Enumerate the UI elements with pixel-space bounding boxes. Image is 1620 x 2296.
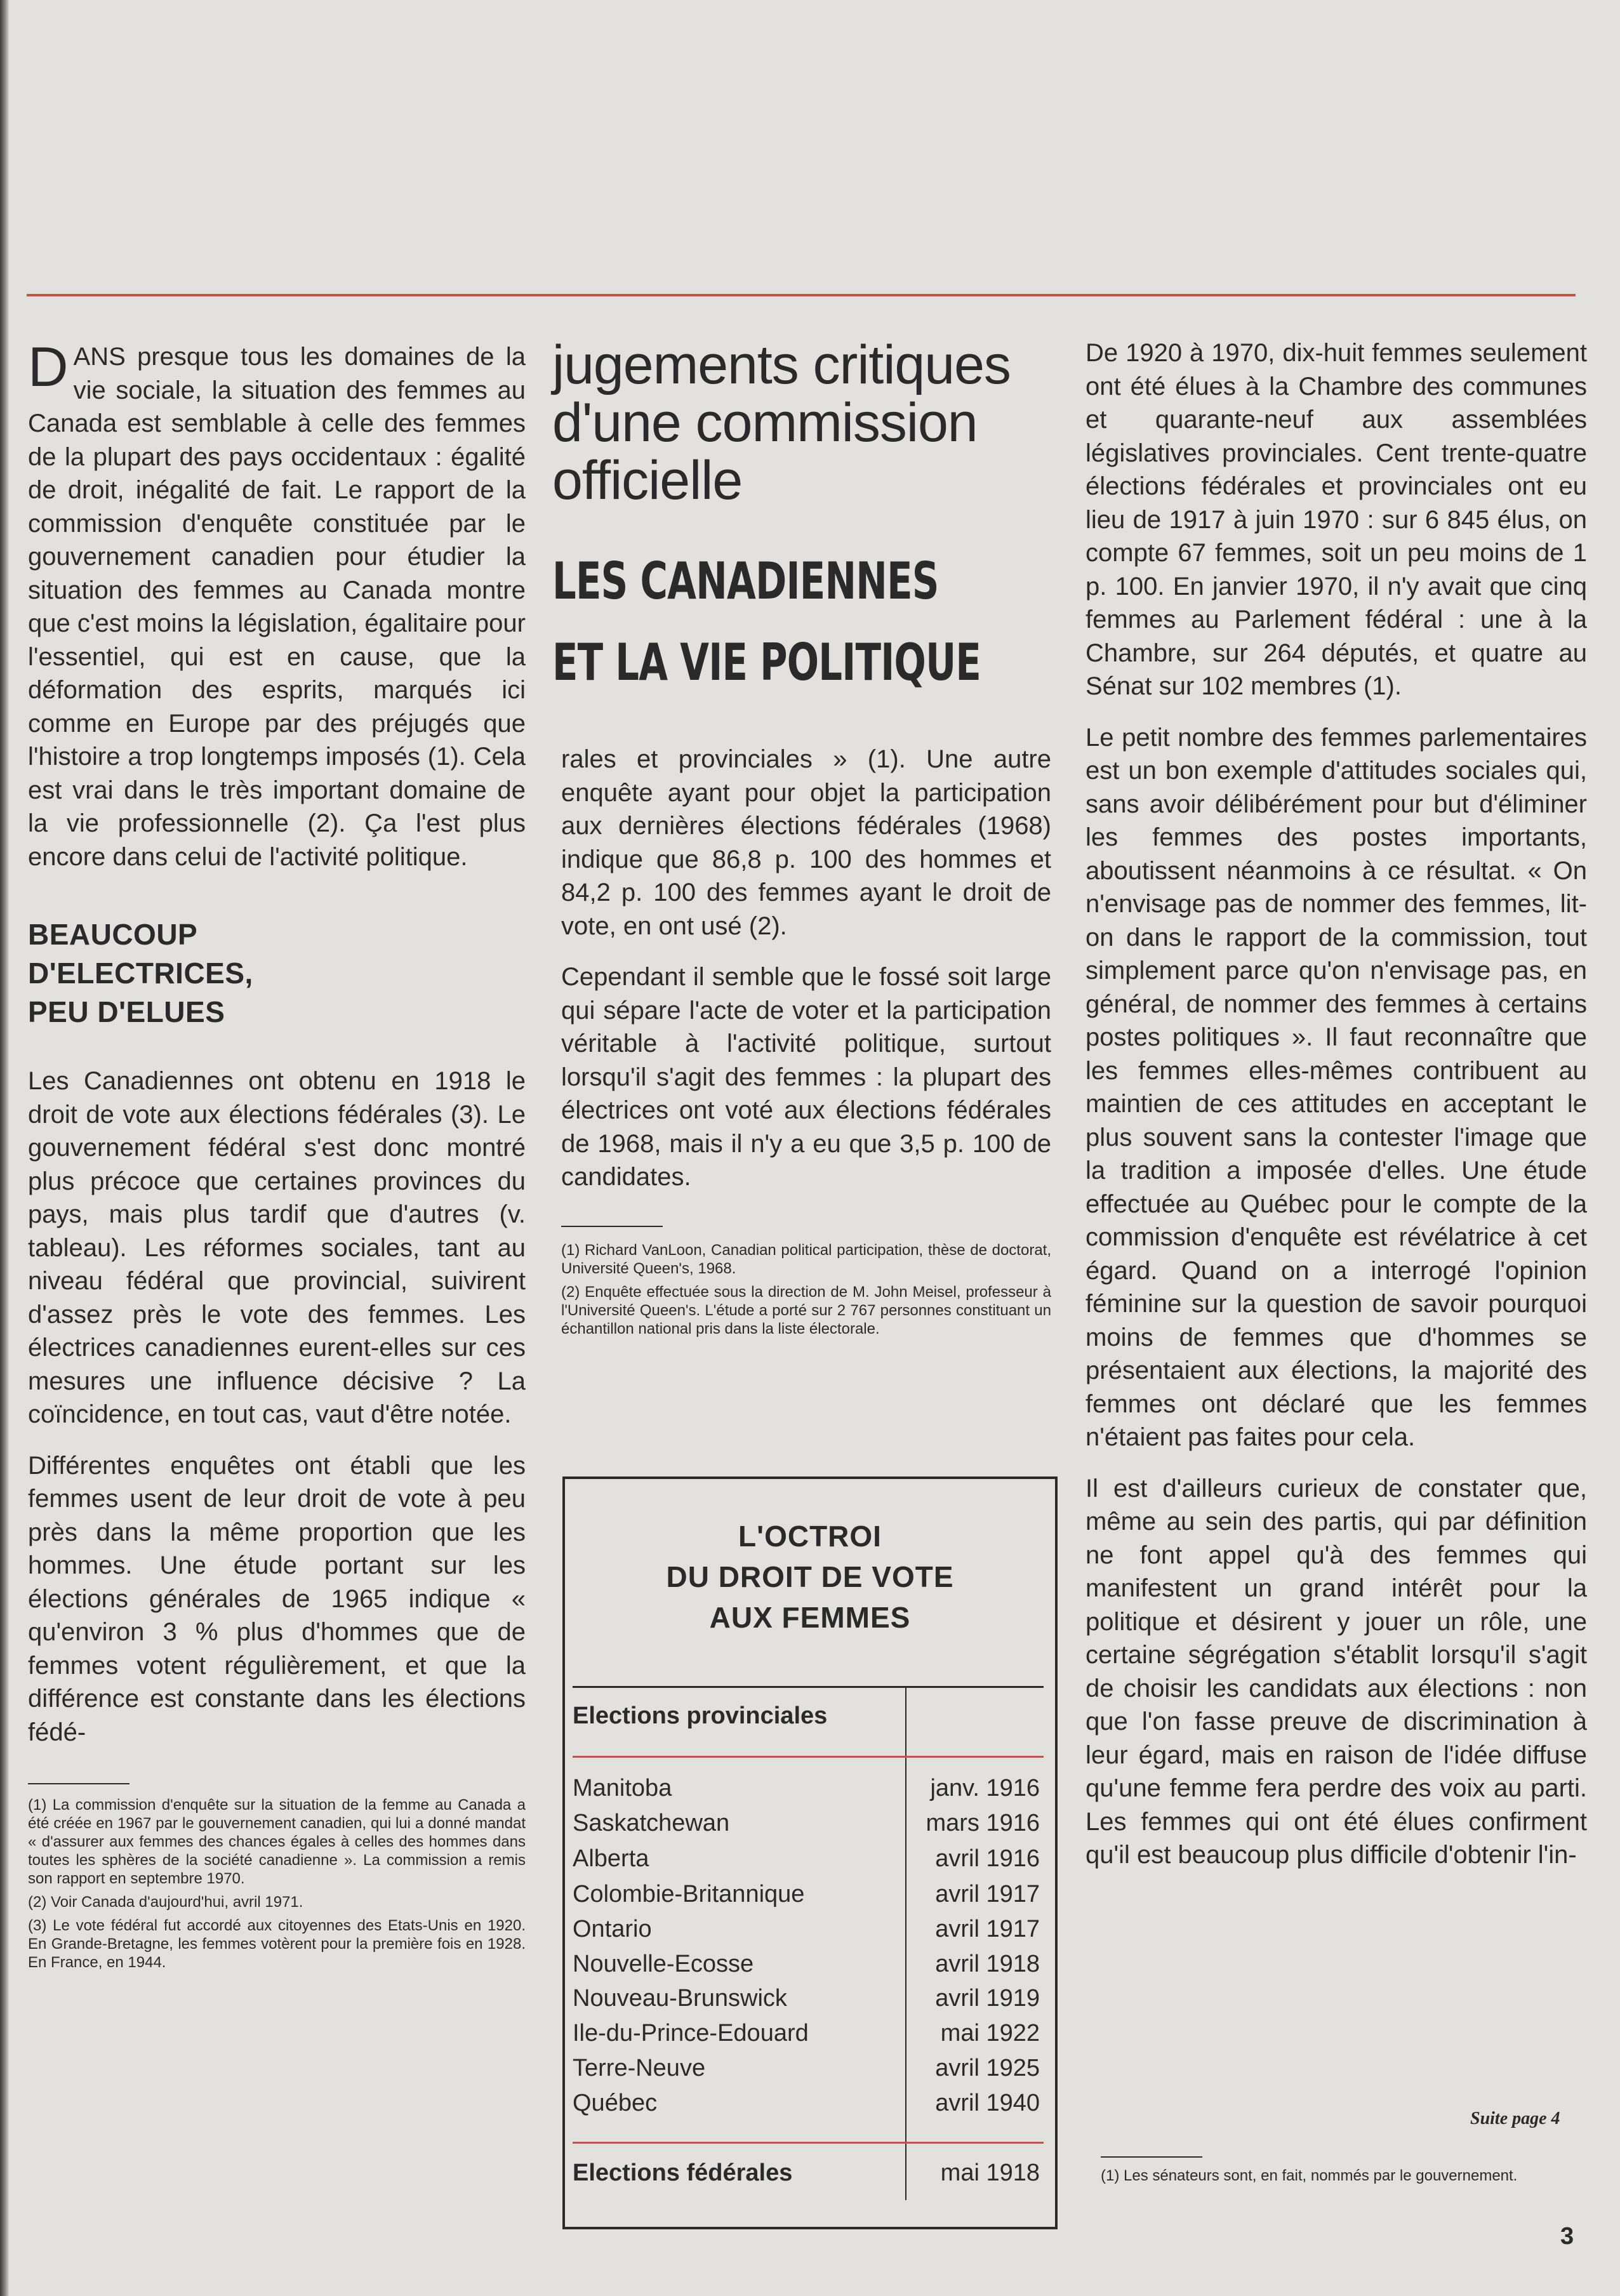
footnotes (561, 1241, 1051, 1338)
footnote-rule (561, 1226, 663, 1227)
body-paragraph: rales et provinciales » (1). Une autre enquête ayant pour objet la participation aux dernières élections fédérales (1968) indique que 86,8 p. 100 des hommes et 84,2 p. 100 des femmes ayant le droit de vote, en ont usé (2). (561, 745, 1051, 940)
footnotes (28, 1796, 526, 1972)
footnote-rule (28, 1783, 129, 1784)
intro-paragraph (28, 335, 526, 873)
suffrage-date: mars 1916 (926, 1810, 1040, 1836)
kicker-title (552, 336, 1060, 510)
column-left (28, 335, 526, 1972)
province-name: Nouvelle-Ecosse (573, 1951, 754, 1977)
body-paragraph: Le petit nombre des femmes parlementaires est un bon exemple d'attitudes sociales qui, sans avoir délibérément pour but d'éliminer les femmes des postes importants, aboutissent néanmoins à ce résultat. « On n'envisage pas de nommer des femmes, lit-on dans le rapport de la commission, tout simplement parce qu'on n'envisage pas, en général, de nommer des femmes à certains postes politiques ». Il faut reconnaître que les femmes elles-mêmes contribuent au maintien de ces attitudes en acceptant le plus souvent sans la contester l'image que la tradition a imposée d'elles. Une étude effectuée au Québec pour le compte de la commission d'enquête est révélatrice à cet égard. Quand on a interrogé l'opinion féminine sur la question de savoir pourquoi moins de femmes que d'hommes se présentaient aux élections, la majorité des femmes ont déclaré que les femmes n'étaient pas faites pour cela. (1086, 723, 1587, 1451)
subhead-line: D'ELECTRICES, (28, 957, 253, 990)
province-name: Ile-du-Prince-Edouard (573, 2020, 809, 2047)
footnote-rule (1101, 2156, 1202, 2158)
body-paragraph: Différentes enquêtes ont établi que les femmes usent de leur droit de vote à peu près dans la même proportion que les hommes. Une étude portant sur les élections générales de 1965 indique « qu'environ 3 % plus d'hommes que de femmes votent régulièrement, et que la différence est constante dans les élections fédé- (28, 1451, 526, 1746)
suffrage-table (562, 1476, 1058, 2229)
footnote: (1) Richard VanLoon, Canadian political participation, thèse de doctorat, Université Queen's, 1968. (561, 1241, 1051, 1277)
suffrage-date: avril 1918 (935, 1951, 1040, 1977)
page-spine-shadow (0, 0, 9, 2296)
suffrage-date: avril 1919 (935, 1985, 1040, 2012)
suffrage-date: avril 1917 (935, 1916, 1040, 1942)
body-paragraph: Cependant il semble que le fossé soit large qui sépare l'acte de voter et la participation véritable à l'activité politique, surtout lorsqu'il s'agit des femmes : la plupart des électrices ont voté aux élections fédérales de 1968, mais il n'y a eu que 3,5 p. 100 de candidates. (561, 963, 1051, 1191)
subhead-line: BEAUCOUP (28, 918, 198, 951)
subhead-line: PEU D'ELUES (28, 995, 225, 1028)
column-right (1086, 336, 1587, 1872)
table-row (573, 2020, 1044, 2055)
kicker-line: d'une commission (552, 392, 978, 453)
table-row (573, 1985, 1044, 2020)
header-rule (27, 294, 1576, 296)
table-rule (573, 1686, 1044, 1688)
province-name: Nouveau-Brunswick (573, 1985, 787, 2012)
section-subhead (28, 915, 526, 1032)
federal-row (573, 2160, 1044, 2194)
suffrage-date: avril 1940 (935, 2090, 1040, 2116)
province-name: Québec (573, 2090, 658, 2116)
column-middle (561, 743, 1051, 1338)
federal-label: Elections fédérales (573, 2160, 793, 2186)
table-title-line: DU DROIT DE VOTE (666, 1560, 954, 1593)
headline-line: ET LA VIE POLITIQUE (552, 633, 981, 692)
province-name: Saskatchewan (573, 1810, 730, 1836)
suffrage-date: janv. 1916 (930, 1775, 1040, 1802)
table-row (573, 1916, 1044, 1951)
body-paragraph: De 1920 à 1970, dix-huit femmes seulement ont été élues à la Chambre des communes et quarante-neuf aux assemblées législatives provinciales. Cent trente-quatre élections fédérales et provinciales ont eu lieu de 1917 à juin 1970 : sur 6 845 élus, on compte 67 femmes, soit un peu moins de 1 p. 100. En janvier 1970, il n'y avait que cinq femmes au Parlement fédéral : une à la Chambre, sur 264 députés, et quatre au Sénat sur 102 membres (1). (1086, 339, 1587, 700)
footnote: (2) Voir Canada d'aujourd'hui, avril 1971. (28, 1894, 303, 1911)
drop-cap: D (28, 335, 69, 398)
body-paragraph: Les Canadiennes ont obtenu en 1918 le droit de vote aux élections fédérales (3). Le gouvernement fédéral s'est donc montré plus précoce que certaines provinces du pays, mais plus tardif que d'autres (v. tableau). Les réformes sociales, tant au niveau fédéral que provincial, suivirent d'assez près le vote des femmes. Les électrices canadiennes eurent-elles sur ces mesures une influence décisive ? La coïncidence, en tout cas, vaut d'être notée. (28, 1067, 526, 1428)
province-name: Manitoba (573, 1775, 672, 1802)
table-rule-red (573, 1756, 1044, 1758)
province-name: Ontario (573, 1916, 652, 1942)
footnote: (3) Le vote fédéral fut accordé aux citoyennes des Etats-Unis en 1920. En Grande-Bretagne, les femmes votèrent pour la première fois en 1928. En France, en 1944. (28, 1917, 526, 1971)
table-row (573, 2055, 1044, 2090)
table-row (573, 1951, 1044, 1986)
province-name: Terre-Neuve (573, 2055, 706, 2081)
intro-text: ANS presque tous les domaines de la vie sociale, la situation des femmes au Canada est semblable à celle des femmes de la plupart des pays occidentaux : égalité de droit, inégalité de fait. Le rapport de la commission d'enquête constituée par le gouvernement canadien pour étudier la situation des femmes au Canada montre que c'est moins la législation, égalitaire pour l'essentiel, qui est en cause, que la déformation des esprits, marqués ici comme en Europe par des préjugés que l'histoire a trop longtemps imposés (1). Cela est vrai dans le très important domaine de la vie professionnelle (2). Ça l'est plus encore dans celui de l'activité politique. (28, 343, 526, 871)
suffrage-date: avril 1916 (935, 1845, 1040, 1872)
footnote: (1) Les sénateurs sont, en fait, nommés par le gouvernement. (1101, 2167, 1518, 2184)
table-row (573, 2090, 1044, 2125)
footnote: (2) Enquête effectuée sous la direction de M. John Meisel, professeur à l'Université Queen's. L'étude a porté sur 2 767 personnes constituant un échantillon national pris dans la liste électorale. (561, 1283, 1051, 1337)
table-row (573, 1845, 1044, 1880)
kicker-line: jugements critiques (552, 335, 1011, 395)
table-row (573, 1881, 1044, 1916)
headline-line: LES CANADIENNES (552, 552, 939, 611)
footnote: (1) La commission d'enquête sur la situation de la femme au Canada a été créée en 1967 par le gouvernement canadien, qui lui a donné mandat « d'assurer aux femmes des chances égales à celles des hommes dans toutes les sphères de la société canadienne ». La commission a remis son rapport en septembre 1970. (28, 1796, 526, 1887)
suffrage-date: avril 1917 (935, 1881, 1040, 1908)
table-title-line: L'OCTROI (738, 1520, 882, 1553)
suffrage-date: avril 1925 (935, 2055, 1040, 2081)
table-rule-red (573, 2142, 1044, 2144)
right-footnote-block (1101, 2156, 1587, 2185)
page-number: 3 (1560, 2223, 1574, 2250)
province-name: Alberta (573, 1845, 649, 1872)
kicker-line: officielle (552, 450, 743, 511)
table-row (573, 1810, 1044, 1845)
provincial-heading: Elections provinciales (573, 1702, 828, 1729)
table-title (565, 1516, 1055, 1638)
continued-note: Suite page 4 (1470, 2109, 1560, 2128)
table-row (573, 1775, 1044, 1810)
suffrage-date: mai 1922 (940, 2020, 1040, 2047)
body-paragraph: Il est d'ailleurs curieux de constater que, même au sein des partis, qui par définition ne font appel qu'à des femmes qui manifestent un grand intérêt pour la politique et désirent y jouer un rôle, une certaine ségrégation s'établit lorsqu'il s'agit de choisir les candidats aux élections : non que l'on fasse preuve de discrimination à leur égard, mais en raison de l'idée diffuse qu'une femme fera perdre des voix au parti. Les femmes qui ont été élues confirment qu'il est beaucoup plus difficile d'obtenir l'in- (1086, 1474, 1587, 1869)
table-title-line: AUX FEMMES (709, 1601, 911, 1634)
federal-date: mai 1918 (940, 2160, 1040, 2186)
article-headline (552, 541, 981, 703)
province-name: Colombie-Britannique (573, 1881, 805, 1908)
